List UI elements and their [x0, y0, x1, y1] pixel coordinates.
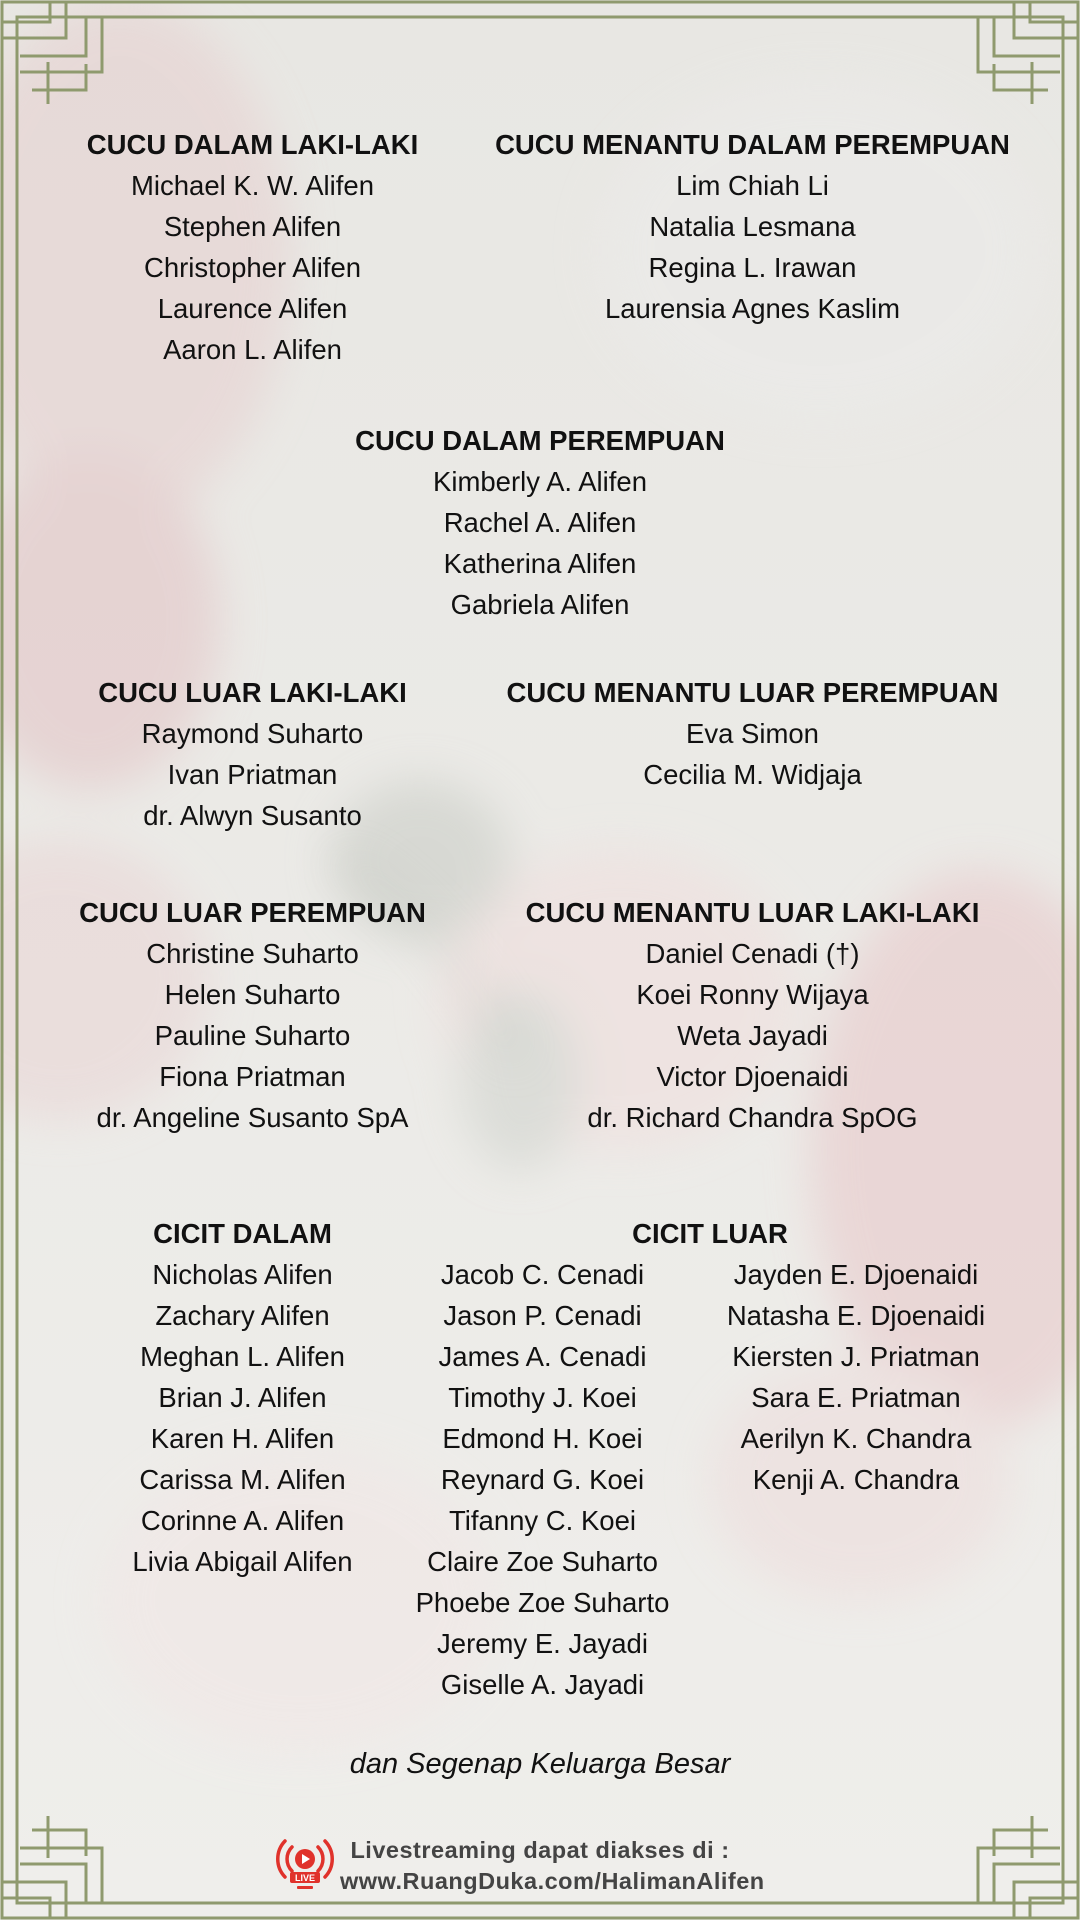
person-name: dr. Richard Chandra SpOG	[587, 1102, 918, 1133]
person-name: Raymond Suharto	[141, 718, 364, 749]
person-name: Jason P. Cenadi	[443, 1300, 642, 1331]
section-cucu-dalam-perempuan	[240, 420, 840, 625]
section-cucu-dalam-laki-laki	[40, 124, 465, 370]
person-name: Laurensia Agnes Kaslim	[604, 293, 901, 324]
section-title: CUCU LUAR PEREMPUAN	[79, 897, 426, 928]
livestream-link[interactable]: www.RuangDuka.com/HalimanAlifen	[340, 1868, 765, 1894]
person-name: Helen Suharto	[164, 979, 341, 1010]
section-cucu-menantu-luar-perempuan	[470, 672, 1035, 795]
person-name: Reynard G. Koei	[440, 1464, 645, 1495]
person-name: Aaron L. Alifen	[163, 334, 342, 365]
person-name: Cecilia M. Widjaja	[643, 759, 862, 790]
person-name: Giselle A. Jayadi	[440, 1669, 645, 1700]
person-name: Tifanny C. Koei	[449, 1505, 636, 1536]
person-name: Karen H. Alifen	[150, 1423, 335, 1454]
person-name: Jeremy E. Jayadi	[437, 1628, 648, 1659]
section-cicit-dalam	[90, 1213, 395, 1582]
person-name: Nicholas Alifen	[152, 1259, 333, 1290]
person-name: Natasha E. Djoenaidi	[726, 1300, 986, 1331]
section-title: CUCU MENANTU LUAR PEREMPUAN	[506, 677, 999, 708]
section-title: CUCU DALAM LAKI-LAKI	[86, 129, 419, 160]
section-title: CICIT LUAR	[632, 1218, 788, 1249]
person-name: Victor Djoenaidi	[656, 1061, 849, 1092]
person-name: Michael K. W. Alifen	[130, 170, 374, 201]
person-name: Ivan Priatman	[167, 759, 338, 790]
person-name: Claire Zoe Suharto	[427, 1546, 658, 1577]
person-name: Sara E. Priatman	[751, 1382, 961, 1413]
person-name: Timothy J. Koei	[448, 1382, 637, 1413]
person-name: James A. Cenadi	[438, 1341, 647, 1372]
person-name: Weta Jayadi	[677, 1020, 828, 1051]
section-title: CUCU MENANTU LUAR LAKI-LAKI	[525, 897, 980, 928]
person-name: Kenji A. Chandra	[752, 1464, 960, 1495]
closing-text: dan Segenap Keluarga Besar	[349, 1748, 731, 1780]
person-name: Pauline Suharto	[154, 1020, 351, 1051]
livestream-caption: Livestreaming dapat diakses di :	[350, 1837, 730, 1863]
person-name: Carissa M. Alifen	[139, 1464, 346, 1495]
person-name: dr. Angeline Susanto SpA	[96, 1102, 409, 1133]
section-cicit-luar-col-2	[700, 1254, 1012, 1500]
person-name: Zachary Alifen	[155, 1300, 330, 1331]
section-cucu-luar-laki-laki	[40, 672, 465, 836]
person-name: Rachel A. Alifen	[443, 507, 637, 538]
person-name: Phoebe Zoe Suharto	[415, 1587, 670, 1618]
section-title: CICIT DALAM	[153, 1218, 332, 1249]
live-icon-label: LIVE	[294, 1873, 316, 1883]
section-cucu-menantu-dalam-perempuan	[470, 124, 1035, 329]
livestream-info	[340, 1835, 765, 1897]
person-name: Regina L. Irawan	[648, 252, 857, 283]
person-name: Laurence Alifen	[157, 293, 348, 324]
section-title: CUCU MENANTU DALAM PEREMPUAN	[495, 129, 1010, 160]
section-cicit-luar-col-1	[395, 1254, 690, 1705]
person-name: Livia Abigail Alifen	[132, 1546, 353, 1577]
person-name: Edmond H. Koei	[442, 1423, 643, 1454]
person-name: Kimberly A. Alifen	[433, 466, 647, 497]
person-name: Jayden E. Djoenaidi	[733, 1259, 979, 1290]
person-name: Katherina Alifen	[443, 548, 637, 579]
section-title: CUCU DALAM PEREMPUAN	[355, 425, 725, 456]
person-name: Meghan L. Alifen	[140, 1341, 345, 1372]
section-cicit-luar-title	[560, 1213, 860, 1254]
person-name: Natalia Lesmana	[649, 211, 856, 242]
section-cucu-luar-perempuan	[40, 892, 465, 1138]
section-cucu-menantu-luar-laki-laki	[470, 892, 1035, 1138]
person-name: Christine Suharto	[146, 938, 359, 969]
person-name: Kiersten J. Priatman	[732, 1341, 980, 1372]
person-name: Brian J. Alifen	[158, 1382, 327, 1413]
person-name: dr. Alwyn Susanto	[143, 800, 362, 831]
section-title: CUCU LUAR LAKI-LAKI	[98, 677, 407, 708]
person-name: Corinne A. Alifen	[140, 1505, 345, 1536]
person-name: Aerilyn K. Chandra	[740, 1423, 972, 1454]
live-broadcast-icon	[273, 1835, 337, 1891]
person-name: Daniel Cenadi (†)	[645, 938, 860, 969]
person-name: Lim Chiah Li	[676, 170, 829, 201]
person-name: Eva Simon	[686, 718, 819, 749]
person-name: Koei Ronny Wijaya	[636, 979, 869, 1010]
person-name: Stephen Alifen	[163, 211, 342, 242]
person-name: Christopher Alifen	[143, 252, 362, 283]
person-name: Jacob C. Cenadi	[440, 1259, 645, 1290]
person-name: Gabriela Alifen	[450, 589, 630, 620]
person-name: Fiona Priatman	[159, 1061, 346, 1092]
